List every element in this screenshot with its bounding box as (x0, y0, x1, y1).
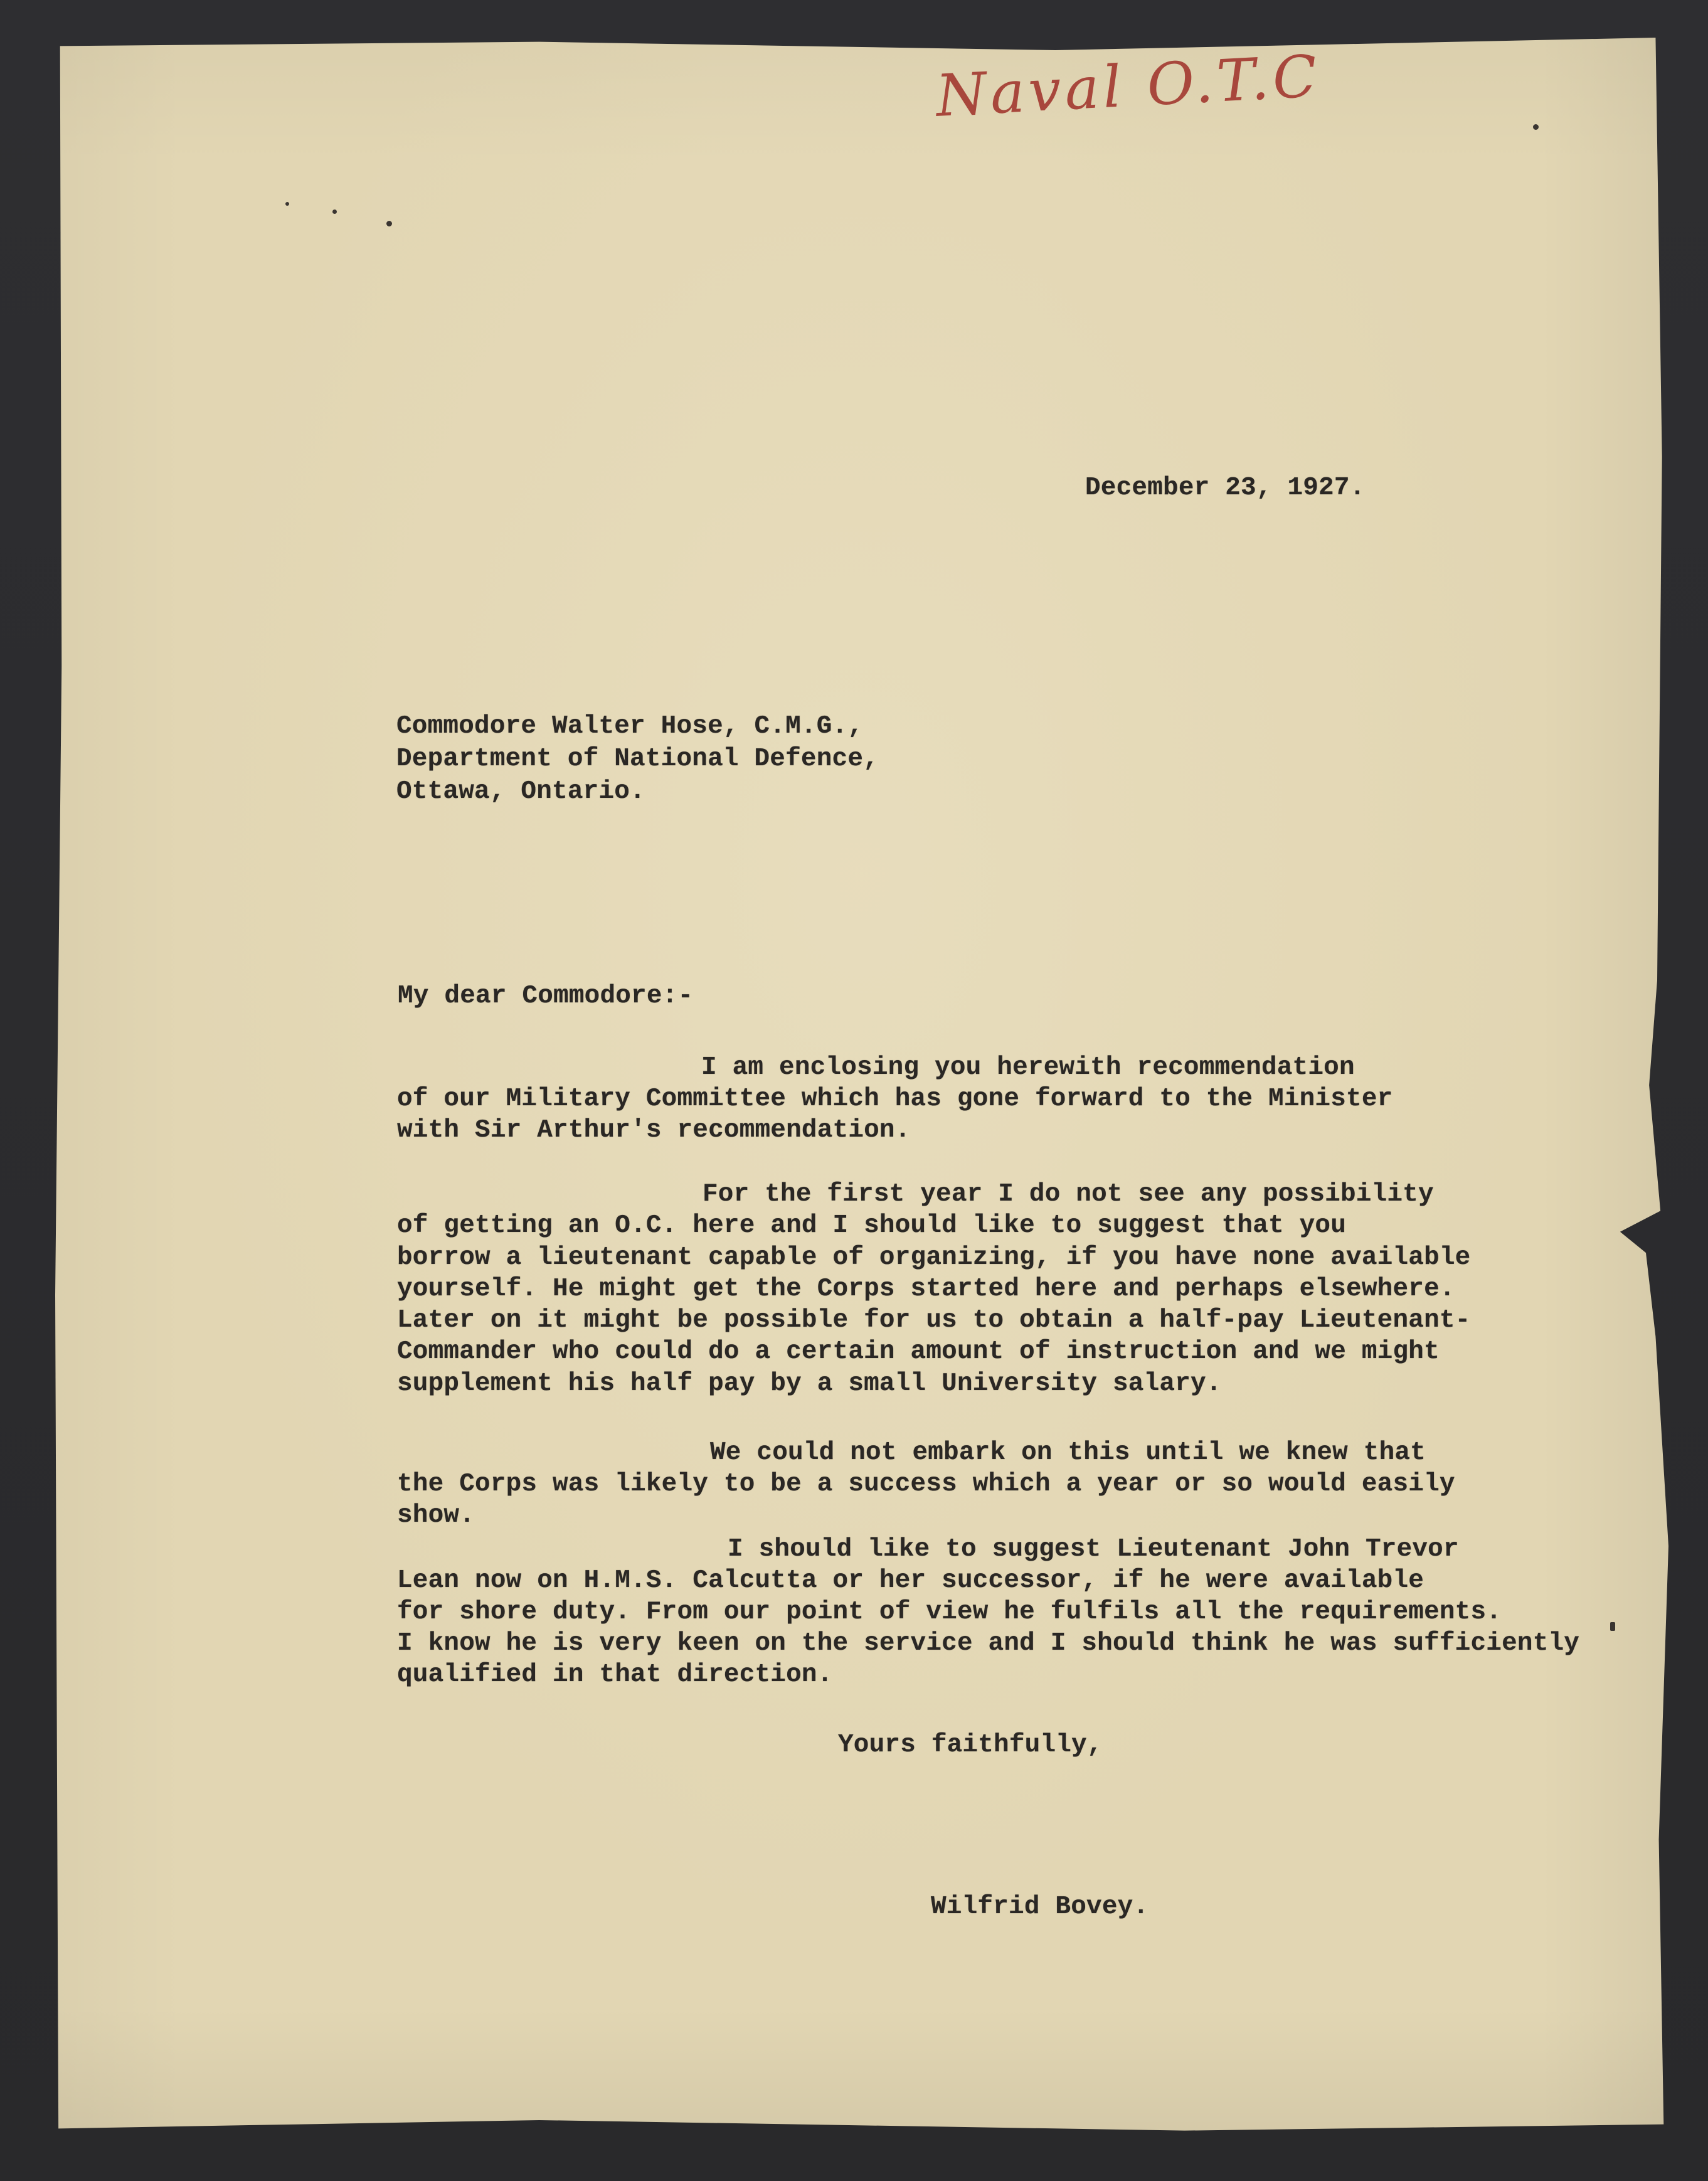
recipient-name-line: Commodore Walter Hose, C.M.G., (396, 712, 864, 741)
closing: Yours faithfully, (838, 1731, 1103, 1759)
body-line: of our Military Committee which has gone forward to the Minister (397, 1085, 1393, 1113)
signature-name: Wilfrid Bovey. (931, 1892, 1149, 1921)
body-line: I know he is very keen on the service and I should think he was sufficiently (397, 1629, 1580, 1658)
body-line: Commander who could do a certain amount of instruction and we might (397, 1337, 1440, 1366)
body-line: I am enclosing you herewith recommendation (701, 1053, 1355, 1082)
paper-speck (386, 221, 392, 226)
body-line: of getting an O.C. here and I should like to suggest that you (397, 1211, 1347, 1240)
body-line: borrow a lieutenant capable of organizing, if you have none available (397, 1243, 1471, 1272)
paper-speck (285, 202, 289, 206)
body-line: I should like to suggest Lieutenant John Trevor (728, 1535, 1459, 1564)
paper-speck (1533, 124, 1539, 130)
salutation: My dear Commodore:- (398, 982, 694, 1011)
body-line: show. (397, 1501, 475, 1530)
body-line: Later on it might be possible for us to obtain a half-pay Lieutenant- (397, 1306, 1471, 1335)
body-line: Lean now on H.M.S. Calcutta or her successor, if he were available (397, 1566, 1424, 1595)
body-line: for shore duty. From our point of view he fulfils all the requirements. (397, 1598, 1502, 1626)
paper-speck (1610, 1622, 1615, 1631)
body-line: We could not embark on this until we knew that (710, 1438, 1426, 1467)
body-line: qualified in that direction. (397, 1660, 833, 1689)
body-line: the Corps was likely to be a success which a year or so would easily (397, 1470, 1455, 1499)
body-line: with Sir Arthur's recommendation. (397, 1116, 911, 1145)
body-line: supplement his half pay by a small University salary. (397, 1369, 1222, 1398)
body-line: For the first year I do not see any possibility (703, 1180, 1434, 1209)
paper-speck (332, 210, 337, 214)
handwritten-annotation: Naval O.T.C (934, 42, 1322, 130)
letter-date: December 23, 1927. (1085, 474, 1366, 502)
body-line: yourself. He might get the Corps started here and perhaps elsewhere. (397, 1275, 1455, 1303)
recipient-city-line: Ottawa, Ontario. (396, 777, 645, 806)
recipient-department-line: Department of National Defence, (396, 745, 879, 773)
